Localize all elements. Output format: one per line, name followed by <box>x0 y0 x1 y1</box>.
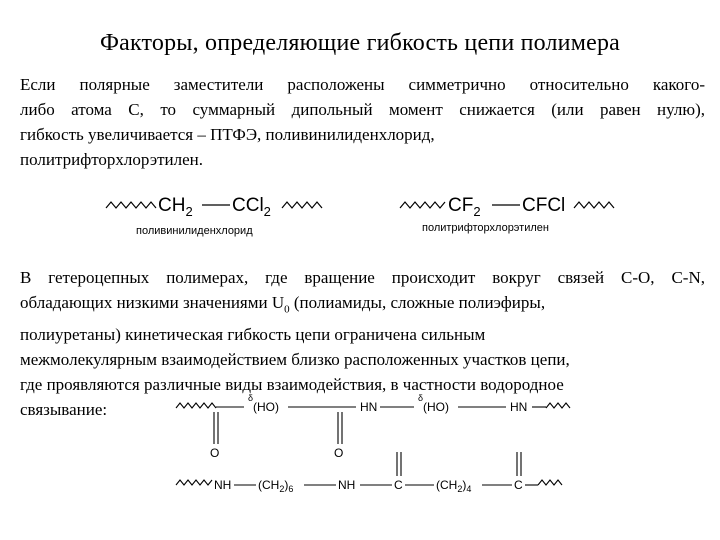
bottom-chain <box>176 452 562 494</box>
paragraph-line: Если полярные заместители расположены симметрично относительно какого- <box>20 75 705 94</box>
paragraph-line: где проявляются различные виды взаимодействия, в частности водородное <box>20 375 564 395</box>
methylene-group <box>258 478 293 494</box>
group-label: ) <box>284 478 289 492</box>
text-run: обладающих низкими значениями U <box>20 293 285 312</box>
carbon-atom: C <box>514 478 523 492</box>
amine-group: HN <box>360 400 378 414</box>
group-subscript: 2 <box>473 204 481 219</box>
group-subscript: 2 <box>185 204 193 219</box>
repeat-count: 6 <box>288 484 294 494</box>
svg-text:CH2 <box>158 195 193 219</box>
wavy-bond <box>574 202 614 208</box>
wavy-bond <box>546 403 570 408</box>
slide-title: Факторы, определяющие гибкость цепи полимера <box>99 30 621 56</box>
group-label: ) <box>462 478 467 492</box>
paragraph-line: политрифторхлорэтилен. <box>20 150 204 169</box>
paragraph-line: гибкость увеличивается – ПТФЭ, поливинилиденхлорид, <box>20 125 435 144</box>
oxygen-atom: O <box>210 446 220 460</box>
group-subscript: 2 <box>457 484 463 494</box>
paragraph-symmetric-substituents <box>20 72 705 172</box>
paragraph-line: В гетероцепных полимерах, где вращение происходит вокруг связей С-О, C-N, <box>20 268 705 287</box>
group-label: (CH <box>436 478 458 492</box>
group-label: CCl <box>232 195 264 216</box>
wavy-bond <box>538 480 562 485</box>
wavy-bond <box>176 403 216 408</box>
amine-group: HN <box>510 400 528 414</box>
group-label: CH <box>158 195 186 216</box>
wavy-bond <box>400 202 445 208</box>
paragraph-line <box>20 290 705 322</box>
u0-subscript: 0 <box>284 303 290 316</box>
paragraph-line: полиуретаны) кинетическая гибкость цепи ограничена сильным <box>20 325 486 345</box>
svg-text:CF2 <box>448 195 481 219</box>
group-label: (CH <box>258 478 280 492</box>
hbond-group: (HO) <box>423 400 449 414</box>
partial-charge-mark: δ <box>248 393 254 403</box>
text-run: (полиамиды, сложные полиэфиры, <box>289 293 546 312</box>
amine-group: NH <box>338 478 356 492</box>
hydrogen-bonding-figure <box>172 392 702 502</box>
structure-caption: политрифторхлорэтилен <box>422 222 549 234</box>
wavy-bond <box>106 202 156 208</box>
paragraph-line: межмолекулярным взаимодействием близко расположенных участков цепи, <box>20 350 570 370</box>
repeat-count: 4 <box>466 484 472 494</box>
hbond-group: (HO) <box>253 400 279 414</box>
oxygen-atom: O <box>334 446 344 460</box>
partial-charge-mark: δ <box>418 393 424 403</box>
group-label: CF <box>448 195 474 216</box>
group-label: CFCl <box>522 195 566 216</box>
svg-text:CCl2 <box>232 195 271 219</box>
polymer-structures-figure <box>100 186 630 242</box>
polytrifluorochloroethylene-structure <box>400 195 614 234</box>
wavy-bond <box>176 480 212 485</box>
structure-caption: поливинилиденхлорид <box>136 225 253 237</box>
wavy-bond <box>282 202 322 208</box>
methylene-group <box>436 478 471 494</box>
top-chain <box>176 393 570 460</box>
group-subscript: 2 <box>263 204 271 219</box>
group-subscript: 2 <box>279 484 285 494</box>
amine-group: NH <box>214 478 232 492</box>
paragraph-line: либо атома С, то суммарный дипольный момент снижается (или равен нулю), <box>20 100 705 119</box>
carbon-atom: C <box>394 478 403 492</box>
polyvinylidene-chloride-structure <box>106 195 322 237</box>
paragraph-line: связывание: <box>20 400 108 420</box>
